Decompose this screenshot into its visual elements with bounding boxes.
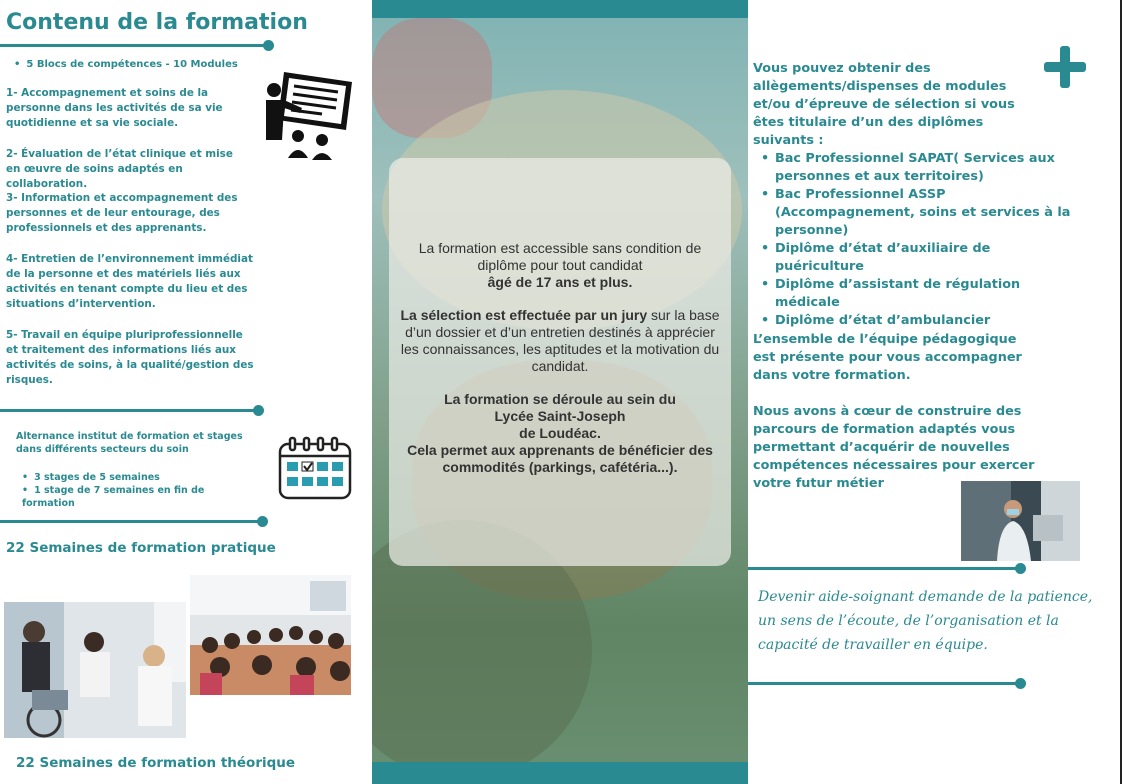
team-text: L’ensemble de l’équipe pédagogique est présente pour vous accompagner dans votre formation. (753, 332, 1022, 383)
training-photo-classroom (190, 575, 351, 695)
amenities-text: Cela permet aux apprenants de bénéficier des commodités (parkings, cafétéria...). (407, 442, 713, 475)
access-text: La formation est accessible sans condition de diplôme pour tout candidat (418, 240, 702, 273)
module-3: 3- Information et accompagnement des personnes et de leur entourage, des professionnels et des apprenants. (6, 192, 238, 234)
top-band (372, 0, 748, 18)
plus-icon (1044, 46, 1086, 88)
theorique-heading: 22 Semaines de formation théorique (16, 755, 296, 771)
training-photo-practice (4, 602, 186, 738)
divider (0, 409, 258, 412)
module-4: 4- Entretien de l’environnement immédiat de la personne et des matériels liés aux activités en tenant compte du lieu et des situations d’intervention. (6, 253, 253, 310)
diploma-list (753, 150, 1073, 330)
list-item: • Diplôme d’état d’auxiliaire de puériculture (753, 240, 1073, 276)
age-text: âgé de 17 ans et plus. (487, 274, 633, 290)
teacher-icon (262, 68, 354, 162)
info-card (389, 158, 731, 566)
list-item: • Diplôme d’état d’ambulancier (753, 312, 1073, 330)
school-name: Lycée Saint-Joseph (494, 408, 626, 424)
left-panel (0, 0, 372, 784)
list-item: • Diplôme d’assistant de régulation médicale (753, 276, 1073, 312)
blocs-label: • 5 Blocs de compétences - 10 Modules (14, 57, 254, 72)
calendar-icon (278, 436, 352, 500)
town-name: de Loudéac. (519, 425, 601, 441)
pratique-heading: 22 Semaines de formation pratique (6, 540, 276, 556)
jury-text: La sélection est effectuée par un jury (400, 307, 648, 323)
list-item: • Bac Professionnel ASSP (Accompagnement, soins et services à la personne) (753, 186, 1073, 240)
selection-text: sur la base d’un dossier et d’un entretien destinés à apprécier les connaissances, les aptitudes et la motivation du candidat. (400, 307, 720, 374)
module-5: 5- Travail en équipe pluriprofessionnelle et traitement des informations liés aux activités de soins, à la qualité/gestion des risques. (6, 329, 254, 386)
alternance-text: Alternance institut de formation et stages dans différents secteurs du soin (16, 431, 243, 455)
divider (748, 682, 1020, 685)
page-title: Contenu de la formation (6, 10, 308, 35)
module-2: 2- Évaluation de l’état clinique et mise en œuvre de soins adaptés en collaboration. (6, 148, 233, 190)
divider (748, 567, 1020, 570)
location-text: La formation se déroule au sein du (444, 391, 676, 407)
dispense-intro: Vous pouvez obtenir des allègements/dispenses de modules et/ou d’épreuve de sélection si vous êtes titulaire d’un des diplômes suivants : (753, 61, 1015, 148)
stage-item: • 3 stages de 5 semaines (22, 471, 252, 484)
divider (0, 44, 268, 47)
quote-text: Devenir aide-soignant demande de la patience, un sens de l’écoute, de l’organisation et la capacité de travailler en équipe. (758, 589, 1093, 653)
bottom-band (372, 762, 748, 784)
nurse-photo (961, 481, 1080, 561)
center-panel (372, 0, 748, 784)
list-item: • Bac Professionnel SAPAT( Services aux personnes et aux territoires) (753, 150, 1073, 186)
module-1: 1- Accompagnement et soins de la personne dans les activités de sa vie quotidienne et sa vie sociale. (6, 87, 223, 129)
right-panel (748, 0, 1122, 784)
divider (0, 520, 262, 523)
pathway-text: Nous avons à cœur de construire des parcours de formation adaptés vous permettant d’acquérir de nouvelles compétences nécessaires pour exercer votre futur métier (753, 404, 1035, 491)
stage-item: • 1 stage de 7 semaines en fin de formation (22, 484, 252, 510)
